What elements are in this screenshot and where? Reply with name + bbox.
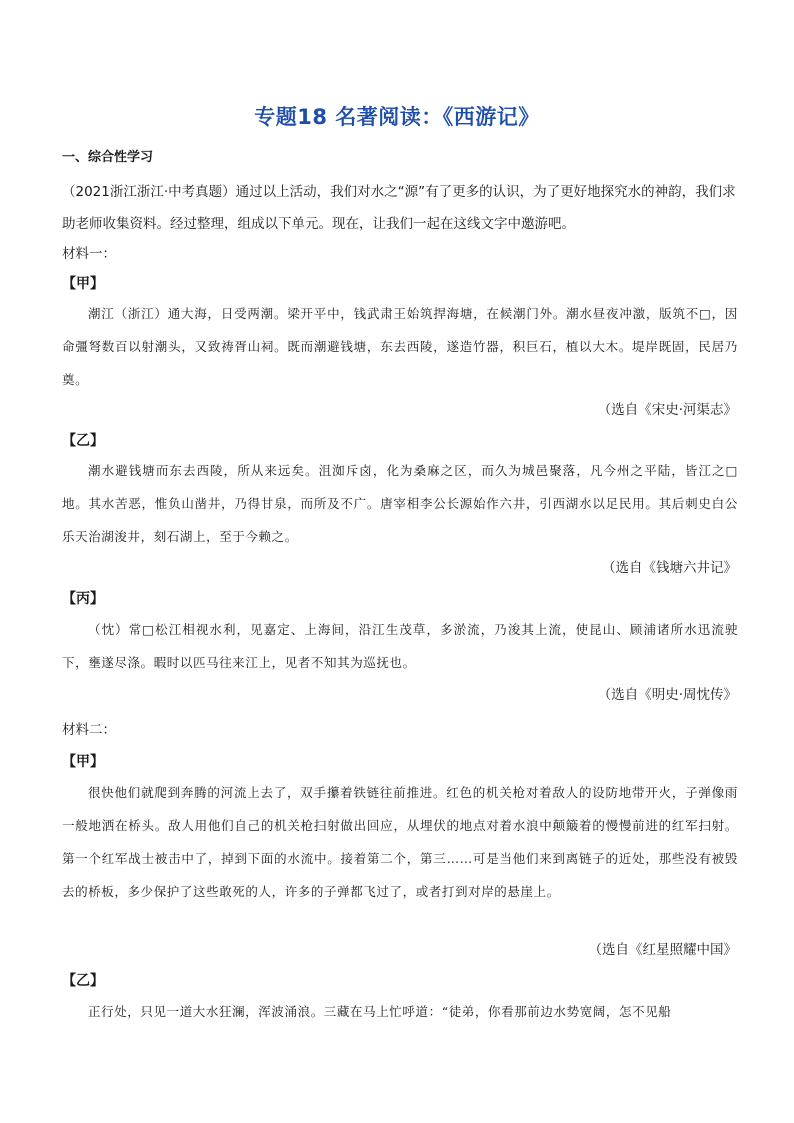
m1-bing-source: （选自《明史·周忱传》 [597, 687, 737, 703]
m2-jia-label: 【甲】 [62, 754, 104, 770]
m2-jia-text: 很快他们就爬到奔腾的河流上去了，双手攥着铁链往前推进。红色的机关枪对着敌人的设防地带开火，子弹像雨一般地洒在桥头。敌人用他们自己的机关枪扫射做出回应，从埋伏的地点对着水浪中颠簸着的慢慢前进的红军扫射。第一个红军战士被击中了，掉到下面的水流中。接着第二个，第三……可是当他们来到离链子的近处，那些没有被毁去的桥板，多少保护了这些敢死的人，许多的子弹都飞过了，或者打到对岸的悬崖上。 [62, 785, 738, 899]
material-one-label: 材料一： [62, 246, 116, 262]
m2-jia-source: （选自《红星照耀中国》 [588, 942, 737, 958]
m2-yi-text: 正行处，只见一道大水狂澜，浑波涌浪。三藏在马上忙呼道：“徒弟，你看那前边水势宽阔，怎不见船 [88, 1004, 672, 1019]
m1-yi-label: 【乙】 [62, 433, 104, 449]
section-heading: 一、综合性学习 [62, 150, 154, 165]
m1-yi-text: 潮水避钱塘而东去西陵，所从来远矣。沮洳斥卤，化为桑麻之区，而久为城邑聚落，凡今州之平陆，皆江之□地。其水苦恶，惟负山凿井，乃得甘泉，而所及不广。唐宰相李公长源始作六井，引西湖水以足民用。其后刺史白公乐天治湖浚井，刻石湖上，至于今赖之。 [62, 463, 738, 544]
m1-jia-source: （选自《宋史·河渠志》 [597, 402, 737, 418]
material-two-label: 材料二： [62, 722, 116, 738]
m1-jia-text: 潮江（浙江）通大海，日受两潮。梁开平中，钱武肃王始筑捍海塘，在候潮门外。潮水昼夜冲激，版筑不□，因命彊弩数百以射潮头，又致祷胥山祠。既而潮避钱塘，东去西陵，遂造竹器，积巨石，植以大木。堤岸既固，民居乃奠。 [62, 306, 738, 387]
m2-yi-label: 【乙】 [62, 973, 104, 989]
m1-yi-source: （选自《钱塘六井记》 [602, 560, 737, 576]
page-title: 专题18 名著阅读：《西游记》 [254, 105, 540, 129]
m1-jia-label: 【甲】 [62, 276, 104, 292]
intro-paragraph: （2021浙江浙江·中考真题）通过以上活动，我们对水之“源”有了更多的认识，为了更好地探究水的神韵，我们求助老师收集资料。经过整理，组成以下单元。现在，让我们一起在这线文字中邀游吧。 [62, 184, 736, 232]
m1-bing-label: 【丙】 [62, 591, 104, 607]
m1-bing-text: （忱）常□松江相视水利，见嘉定、上海间，沿江生茂草，多淤流，乃浚其上流，使昆山、顾浦诸所水迅流驶下，壅遂尽涤。暇时以匹马往来江上，见者不知其为巡抚也。 [62, 622, 738, 670]
